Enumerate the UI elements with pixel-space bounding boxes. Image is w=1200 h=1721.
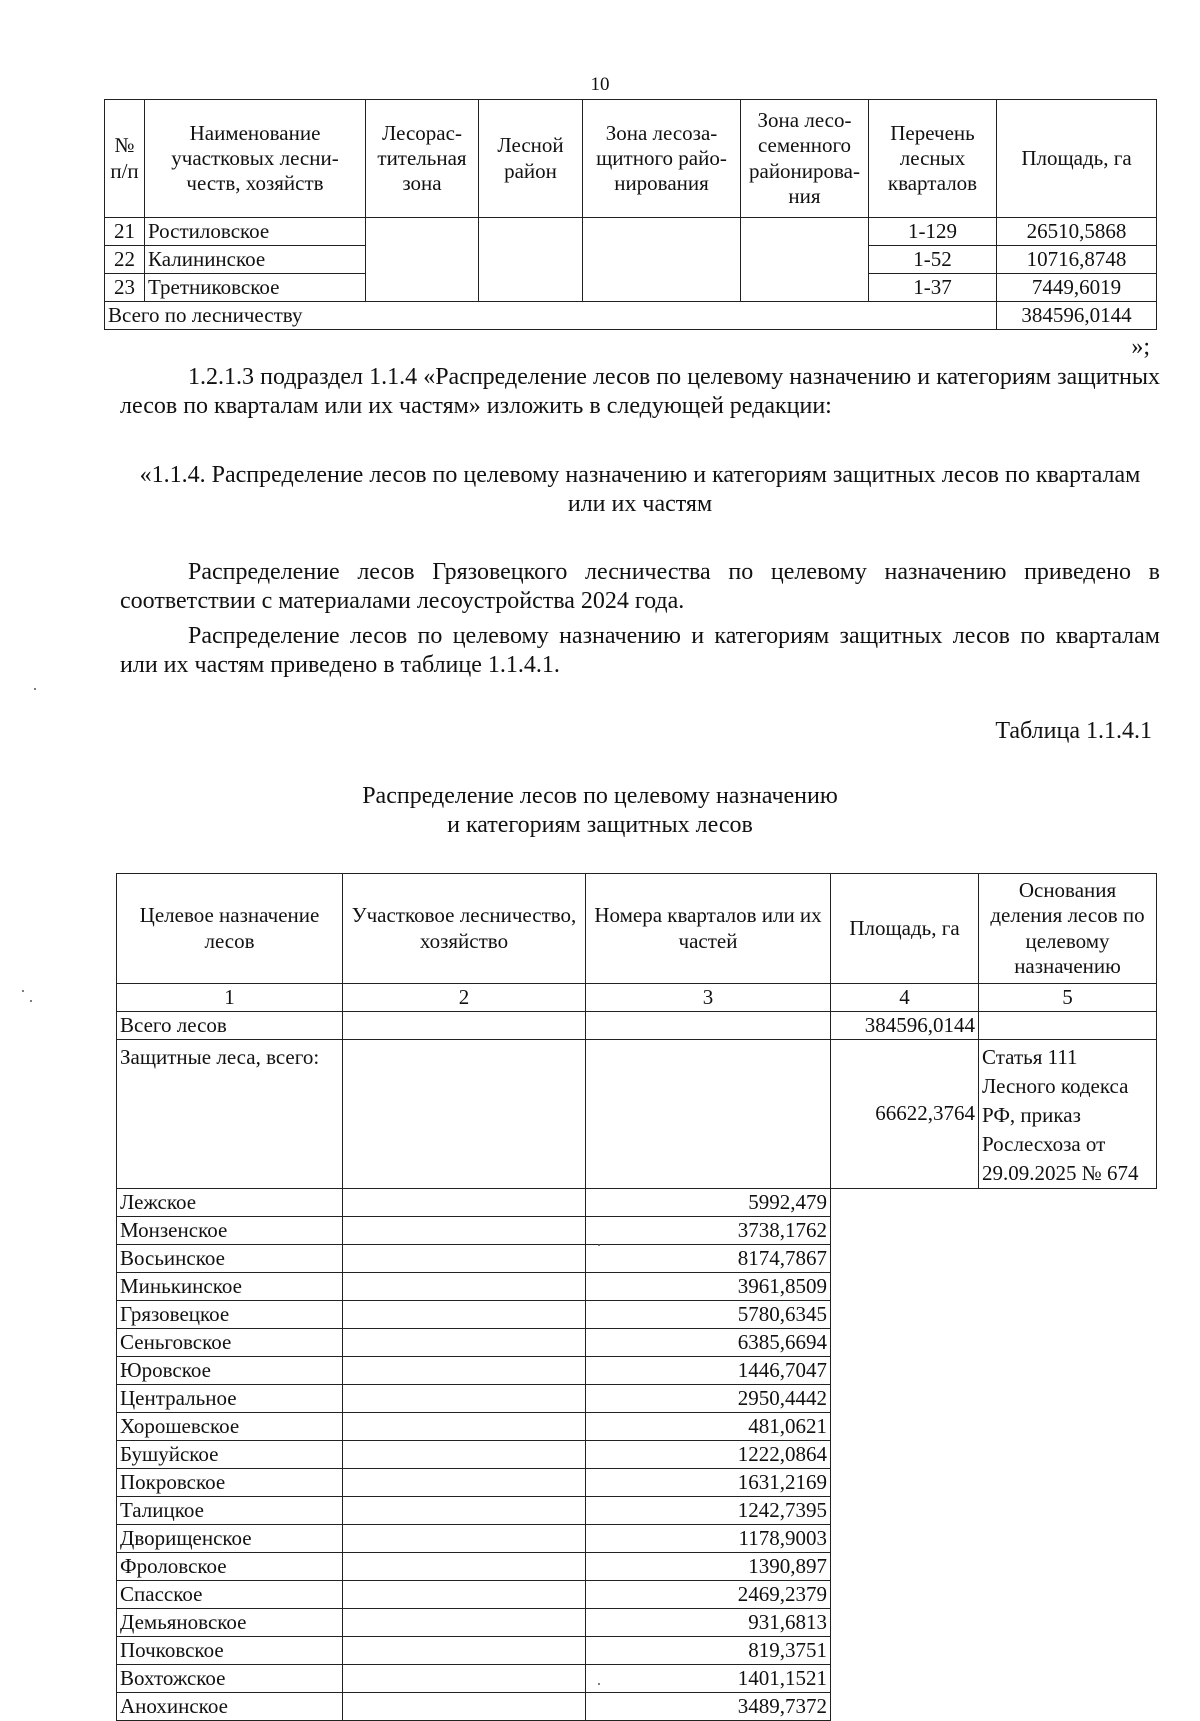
col-number: 5: [979, 984, 1157, 1012]
paragraph-1: [120, 558, 1160, 616]
forestry-area: 5992,479: [586, 1189, 831, 1217]
table-row: [117, 1609, 1157, 1637]
forestry-name: Почковское: [117, 1637, 343, 1665]
forestry-area: 1178,9003: [586, 1525, 831, 1553]
total-label: Всего по лесничеству: [105, 302, 997, 330]
row-area: 26510,5868: [997, 218, 1157, 246]
header-area: Площадь, га: [997, 100, 1157, 218]
quarter-numbers: [343, 1245, 586, 1273]
forestry-name: Восьинское: [117, 1245, 343, 1273]
amendment-text: 1.2.1.3 подраздел 1.1.4 «Распределение лесов по целевому назначению и категориям защитных лесов по кварталам или их частям» изложить в следующей редакции:: [120, 364, 1160, 419]
quarter-numbers: [343, 1441, 586, 1469]
row-name: Третниковское: [145, 274, 366, 302]
protective-area: 66622,3764: [831, 1040, 979, 1189]
table-header-row: [117, 874, 1157, 984]
forestry-area: 1631,2169: [586, 1469, 831, 1497]
empty-cell: [979, 1012, 1157, 1040]
header-purpose: Целевое назначение лесов: [117, 874, 343, 984]
forest-distribution-table: [116, 873, 1157, 1721]
scan-speck: [22, 990, 24, 992]
table-title: [0, 782, 1200, 840]
total-forests-row: [117, 1012, 1157, 1040]
forestry-area: 3489,7372: [586, 1693, 831, 1721]
header-area: Площадь, га: [831, 874, 979, 984]
forestry-area: 1222,0864: [586, 1441, 831, 1469]
quarter-numbers: [343, 1665, 586, 1693]
forestry-name: Монзенское: [117, 1217, 343, 1245]
quarter-numbers: [343, 1301, 586, 1329]
row-num: 23: [105, 274, 145, 302]
row-quarters: 1-129: [869, 218, 997, 246]
header-forestry: Участковое лесничество, хозяйство: [343, 874, 586, 984]
quarter-numbers: [343, 1273, 586, 1301]
row-quarters: 1-37: [869, 274, 997, 302]
table-row: [117, 1357, 1157, 1385]
forestry-area: 1390,897: [586, 1553, 831, 1581]
quarter-numbers: [343, 1217, 586, 1245]
header-name: Наименование участковых лесни-честв, хозяйств: [145, 100, 366, 218]
forestry-area: 1446,7047: [586, 1357, 831, 1385]
quarter-numbers: [343, 1637, 586, 1665]
total-area: 384596,0144: [831, 1012, 979, 1040]
quarter-numbers: [343, 1581, 586, 1609]
table-row: [117, 1189, 1157, 1217]
header-quarters: Перечень лесных кварталов: [869, 100, 997, 218]
table-row: [117, 1273, 1157, 1301]
table-total-row: [105, 302, 1157, 330]
forestry-name: Анохинское: [117, 1693, 343, 1721]
header-basis: Основания деления лесов по целевому назначению: [979, 874, 1157, 984]
table-row: [117, 1665, 1157, 1693]
column-number-row: [117, 984, 1157, 1012]
forestry-table-continued: [104, 99, 1157, 330]
paragraph-1-text: Распределение лесов Грязовецкого лесничества по целевому назначению приведено в соответствии с материалами лесоустройства 2024 года.: [120, 559, 1160, 614]
table-row: [117, 1637, 1157, 1665]
table-row: [117, 1553, 1157, 1581]
table-header-row: [105, 100, 1157, 218]
header-veg-zone: Лесорас-тительная зона: [366, 100, 479, 218]
scan-speck: [598, 1683, 600, 1685]
total-area: 384596,0144: [997, 302, 1157, 330]
scan-speck: [30, 1000, 32, 1002]
forestry-area: 3961,8509: [586, 1273, 831, 1301]
col-number: 2: [343, 984, 586, 1012]
col-number: 4: [831, 984, 979, 1012]
header-quarter-numbers: Номера кварталов или их частей: [586, 874, 831, 984]
empty-cell: [583, 218, 741, 302]
col-number: 1: [117, 984, 343, 1012]
table-row: [105, 218, 1157, 246]
table-label: Таблица 1.1.4.1: [995, 718, 1152, 744]
paragraph-2: [120, 622, 1160, 680]
forestry-area: 2469,2379: [586, 1581, 831, 1609]
forestry-name: Демьяновское: [117, 1609, 343, 1637]
scan-speck: [34, 688, 36, 690]
row-quarters: 1-52: [869, 246, 997, 274]
row-name: Калининское: [145, 246, 366, 274]
forestry-area: 3738,1762: [586, 1217, 831, 1245]
forestry-name: Фроловское: [117, 1553, 343, 1581]
table-row: [117, 1441, 1157, 1469]
row-num: 22: [105, 246, 145, 274]
empty-cell: [479, 218, 583, 302]
forestry-area: 481,0621: [586, 1413, 831, 1441]
table-row: [117, 1525, 1157, 1553]
amendment-paragraph: [120, 363, 1160, 421]
col-number: 3: [586, 984, 831, 1012]
basis-note: Статья 111 Лесного кодекса РФ, приказ Рослесхоза от 29.09.2025 № 674: [979, 1040, 1157, 1189]
empty-cell: [343, 1012, 586, 1040]
protective-label: Защитные леса, всего:: [117, 1040, 343, 1189]
quarter-numbers: [343, 1525, 586, 1553]
empty-cell: [586, 1040, 831, 1189]
table-title-line-2: и категориям защитных лесов: [447, 812, 753, 838]
forestry-name: Спасское: [117, 1581, 343, 1609]
forestry-name: Центральное: [117, 1385, 343, 1413]
quarter-numbers: [343, 1469, 586, 1497]
quarter-numbers: [343, 1497, 586, 1525]
empty-cell: [586, 1012, 831, 1040]
empty-cell: [741, 218, 869, 302]
quarter-numbers: [343, 1189, 586, 1217]
table-row: [117, 1217, 1157, 1245]
row-num: 21: [105, 218, 145, 246]
forestry-name: Лежское: [117, 1189, 343, 1217]
forestry-area: 931,6813: [586, 1609, 831, 1637]
forestry-area: 5780,6345: [586, 1301, 831, 1329]
forestry-name: Талицкое: [117, 1497, 343, 1525]
protective-total-row: [117, 1040, 1157, 1189]
forestry-name: Хорошевское: [117, 1413, 343, 1441]
total-label: Всего лесов: [117, 1012, 343, 1040]
row-area: 7449,6019: [997, 274, 1157, 302]
forestry-area: 2950,4442: [586, 1385, 831, 1413]
forestry-name: Минькинское: [117, 1273, 343, 1301]
table-row: [117, 1469, 1157, 1497]
table-row: [117, 1301, 1157, 1329]
section-heading: «1.1.4. Распределение лесов по целевому назначению и категориям защитных лесов по кварталам или их частям: [139, 462, 1141, 517]
table-row: [117, 1385, 1157, 1413]
row-area: 10716,8748: [997, 246, 1157, 274]
forestry-area: 1242,7395: [586, 1497, 831, 1525]
empty-cell: [343, 1040, 586, 1189]
header-forest-district: Лесной район: [479, 100, 583, 218]
forestry-area: 6385,6694: [586, 1329, 831, 1357]
quarter-numbers: [343, 1413, 586, 1441]
header-protection-zone: Зона лесоза-щитного райо-нирования: [583, 100, 741, 218]
quarter-numbers: [343, 1553, 586, 1581]
forestry-area: 819,3751: [586, 1637, 831, 1665]
scan-speck: [598, 1244, 600, 1246]
forestry-name: Юровское: [117, 1357, 343, 1385]
forestry-name: Грязовецкое: [117, 1301, 343, 1329]
table-row: [117, 1581, 1157, 1609]
table-row: [117, 1413, 1157, 1441]
forestry-name: Покровское: [117, 1469, 343, 1497]
empty-cell: [366, 218, 479, 302]
header-seed-zone: Зона лесо-семенного районирова-ния: [741, 100, 869, 218]
table-row: [117, 1245, 1157, 1273]
table-row: [117, 1329, 1157, 1357]
forestry-area: 1401,1521: [586, 1665, 831, 1693]
paragraph-2-text: Распределение лесов по целевому назначению и категориям защитных лесов по кварталам или их частям приведено в таблице 1.1.4.1.: [120, 623, 1160, 678]
quarter-numbers: [343, 1609, 586, 1637]
closing-quote: »;: [1131, 334, 1150, 360]
header-num: № п/п: [105, 100, 145, 218]
forestry-name: Дворищенское: [117, 1525, 343, 1553]
quarter-numbers: [343, 1329, 586, 1357]
table-row: [117, 1497, 1157, 1525]
forestry-name: Бушуйское: [117, 1441, 343, 1469]
forestry-name: Вохтожское: [117, 1665, 343, 1693]
page-number: 10: [590, 74, 610, 95]
forestry-name: Сеньговское: [117, 1329, 343, 1357]
quarter-numbers: [343, 1385, 586, 1413]
forestry-area: 8174,7867: [586, 1245, 831, 1273]
row-name: Ростиловское: [145, 218, 366, 246]
quarter-numbers: [343, 1357, 586, 1385]
table-title-line-1: Распределение лесов по целевому назначению: [362, 783, 838, 809]
